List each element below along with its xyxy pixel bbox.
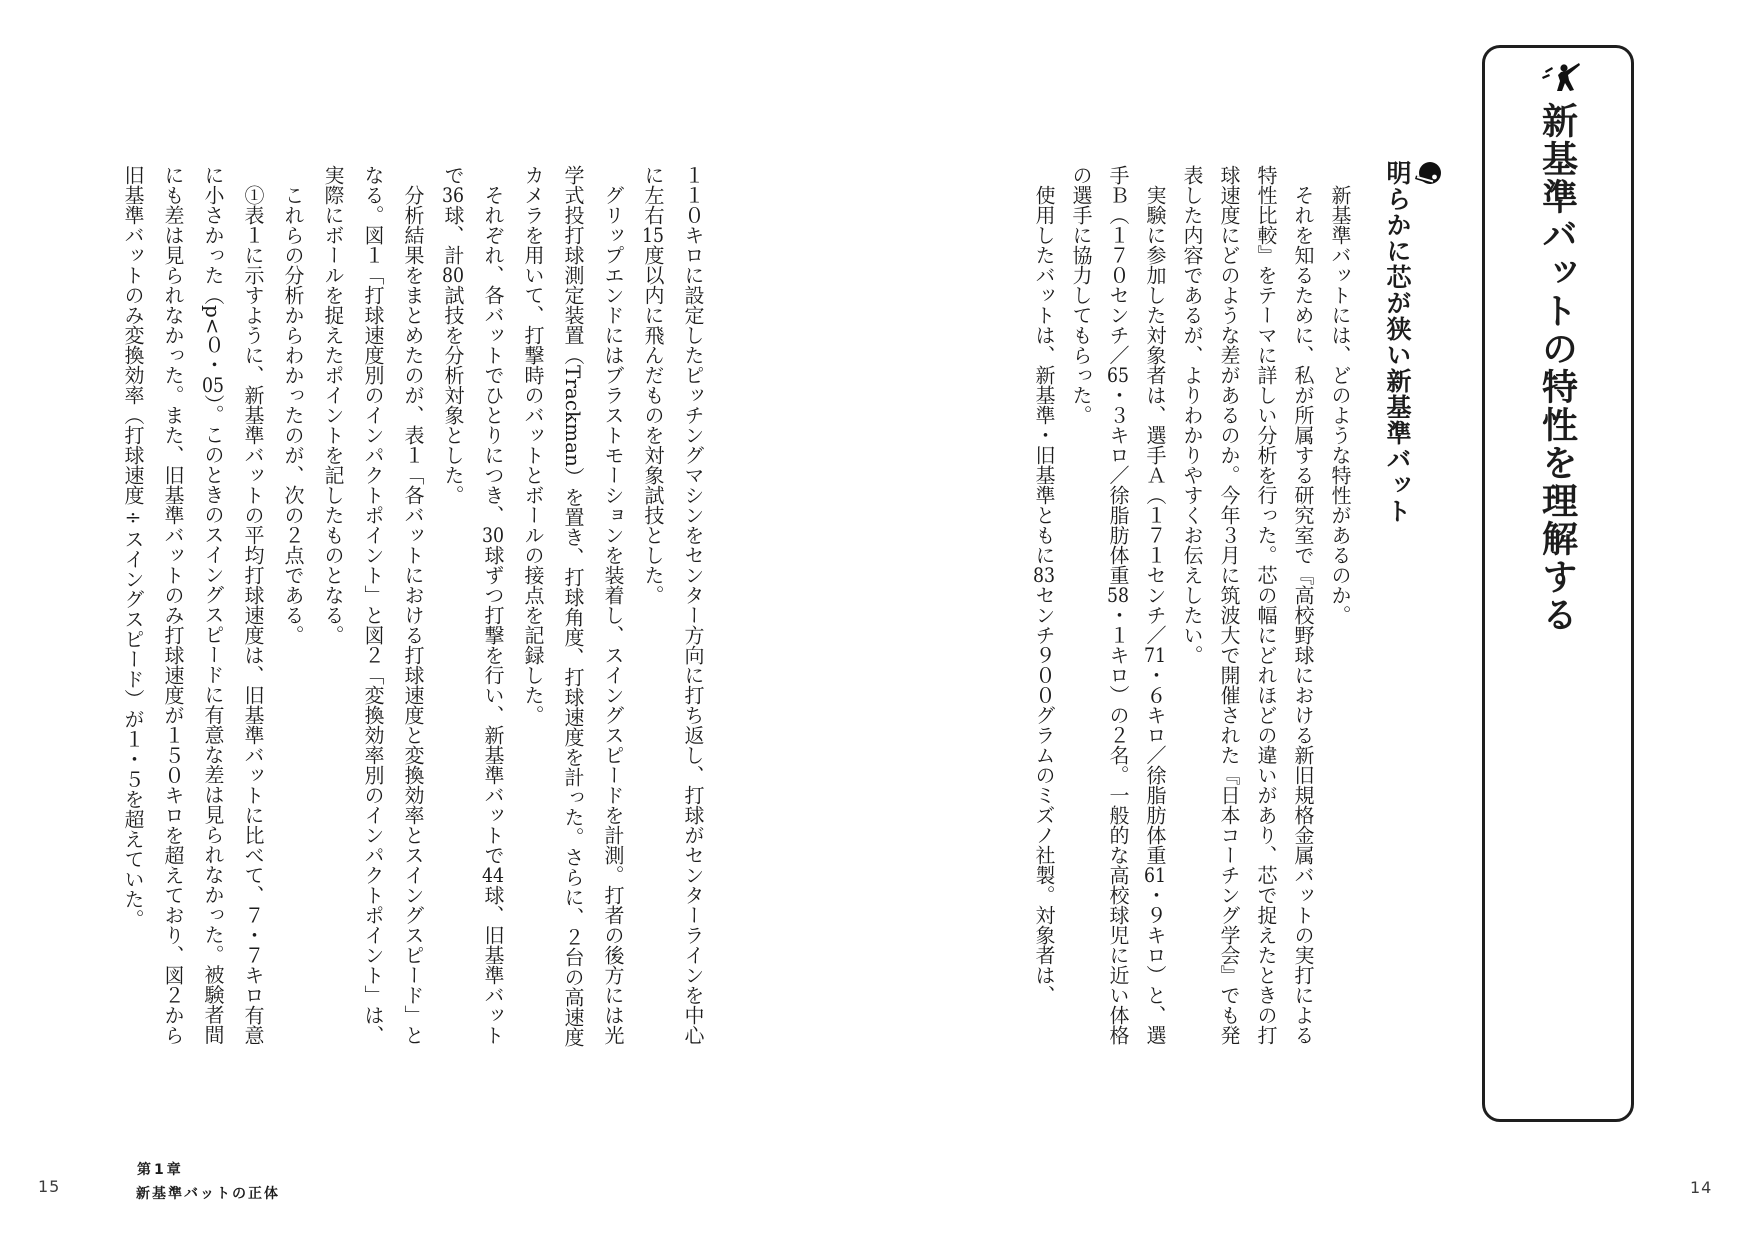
tcy-number: 30	[482, 525, 504, 545]
tcy-number: 36	[442, 185, 464, 205]
paragraph: それぞれ、各バットでひとりにつき、30球ずつ打撃を行い、新基準バットで44球、旧基準バットで36球、計80試技を分析対象とした。	[441, 165, 505, 1045]
tcy-number: 05	[202, 374, 224, 395]
tcy-number: 71	[1144, 645, 1166, 665]
tcy-number: 80	[442, 265, 464, 285]
tcy-number: 83	[1033, 565, 1055, 585]
footer-chapter-label: 第1章	[137, 1162, 184, 1178]
paragraph: それを知るために、私が所属する研究室で『高校野球における新旧規格金属バットの実打による特性比較』をテーマに詳しい分析を行った。芯の幅にどれほどの違いがあり、芯で捉えたときの打球速度にどのような差があるのか。今年３月に筑波大で開催された『日本コーチング学会』でも発表した内容であるが、よりわかりやすくお伝えしたい。	[1180, 165, 1315, 1045]
paragraph: これらの分析からわかったのが、次の２点である。	[281, 185, 305, 645]
cap-icon	[1415, 160, 1443, 188]
body-text-page-15	[113, 165, 713, 1049]
footer-chapter-title: 新基準バットの正体	[136, 1186, 280, 1202]
paragraph: 使用したバットは、新基準・旧基準ともに83センチ９００グラムのミズノ社製。対象者は、	[1032, 185, 1056, 1005]
page-number-15: 15	[38, 1177, 61, 1196]
page-number-14: 14	[1690, 1178, 1713, 1197]
body-text-page-14	[1025, 165, 1358, 1049]
section-heading: 明らかに芯が狭い新基準バット	[1383, 160, 1412, 524]
paragraph: 新基準バットには、どのような特性があるのか。	[1328, 185, 1352, 625]
tcy-number: 15	[642, 225, 664, 245]
section-heading-block	[1379, 160, 1443, 524]
paragraph: グリップエンドにはブラストモーションを装着し、スイングスピードを計測。打者の後方には光学式投打球測定装置（Trackman）を置き、打球角度、打球速度を計った。さらに、２台の高速度カメラを用いて、打撃時のバットとボールの接点を記録した。	[521, 165, 625, 1047]
chapter-title: 新基準バットの特性を理解する	[1536, 102, 1579, 634]
paragraph: 実験に参加した対象者は、選手Ａ（１７１センチ／71・６キロ／徐脂肪体重61・９キロ）と、選手Ｂ（１７０センチ／65・３キロ／徐脂肪体重58・１キロ）の２名。一般的な高校球児に近い体格の選手に協力してもらった。	[1069, 165, 1167, 1045]
tcy-number: 65	[1107, 365, 1129, 385]
batter-icon	[1535, 62, 1581, 92]
tcy-number: 44	[482, 865, 504, 885]
paragraph: 分析結果をまとめたのが、表１「各バットにおける打球速度と変換効率とスイングスピード」となる。図１「打球速度別のインパクトポイント」と図２「変換効率別のインパクトポイント」は、実際にボールを捉えたポイントを記したものとなる。	[321, 165, 425, 1045]
paragraph: ①表１に示すように、新基準バットの平均打球速度は、旧基準バットに比べて、７・７キロ有意に小さかった（p<０・05）。このときのスイングスピードに有意な差は見られなかった。被験者間にも差は見られなかった。また、旧基準バットのみ打球速度が１５０キロを超えており、図２から旧基準バットのみ変換効率（打球速度÷スイングスピード）が１・５を超えていた。	[121, 165, 265, 1045]
tcy-number: 61	[1144, 865, 1166, 885]
paragraph: １１０キロに設定したピッチングマシンをセンター方向に打ち返し、打球がセンターラインを中心に左右15度以内に飛んだものを対象試技とした。	[641, 165, 705, 1045]
chapter-title-box	[1482, 45, 1634, 1122]
tcy-number: 58	[1107, 585, 1129, 605]
